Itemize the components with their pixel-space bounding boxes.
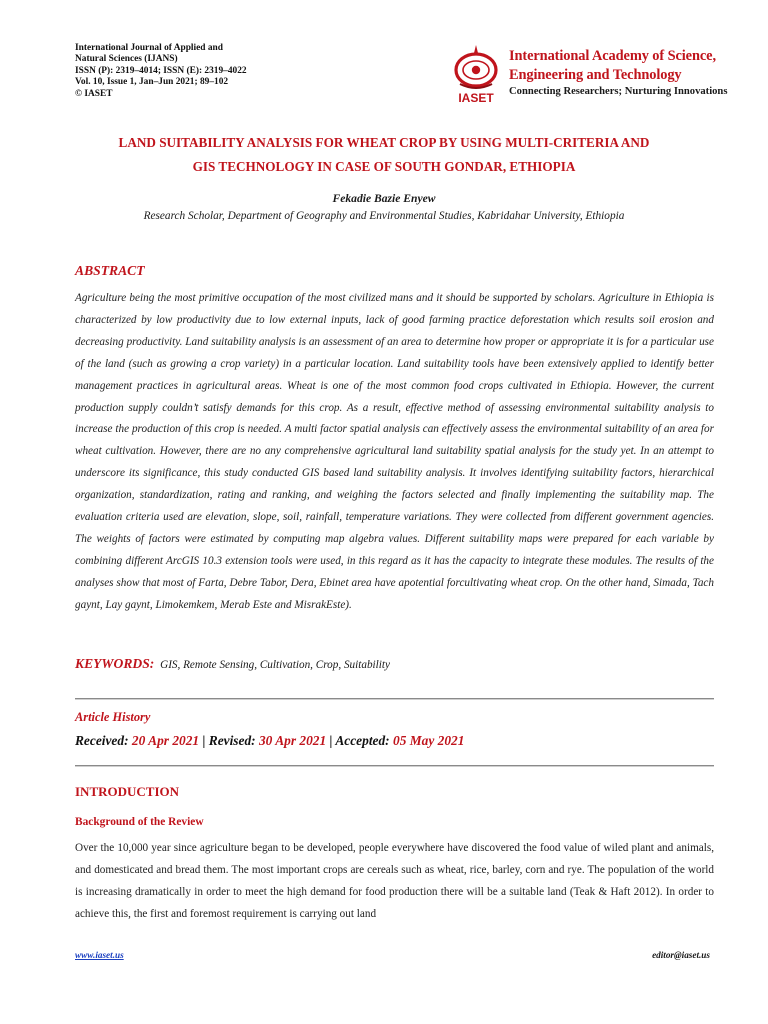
iaset-logo-icon	[452, 44, 508, 104]
journal-name-line-1: International Journal of Applied and	[75, 43, 223, 53]
abstract-heading: ABSTRACT	[75, 263, 145, 278]
keywords-text: GIS, Remote Sensing, Cultivation, Crop, Suitability	[160, 659, 390, 671]
received-date: 20 Apr 2021	[131, 733, 200, 748]
paper-title-line-2: GIS TECHNOLOGY IN CASE OF SOUTH GONDAR, ETHIOPIA	[192, 159, 576, 174]
history-separator: |	[199, 733, 209, 748]
keywords-label: KEYWORDS:	[75, 656, 155, 671]
accepted-date: 05 May 2021	[393, 733, 465, 748]
divider	[75, 698, 714, 700]
received-label: Received:	[75, 733, 129, 748]
footer-website-link[interactable]: www.iaset.us	[75, 950, 124, 960]
publisher-name-line-2: Engineering and Technology	[509, 67, 682, 83]
logo-wordmark: IASET	[458, 91, 494, 104]
journal-volume: Vol. 10, Issue 1, Jan–Jun 2021; 89–102	[75, 77, 229, 88]
history-separator: |	[326, 733, 336, 748]
divider	[75, 765, 714, 767]
revised-label: Revised:	[208, 733, 256, 748]
introduction-heading: INTRODUCTION	[75, 784, 180, 799]
journal-copyright: © IASET	[75, 88, 113, 99]
publisher-logo	[452, 44, 728, 106]
journal-issn: ISSN (P): 2319–4014; ISSN (E): 2319–4022	[75, 65, 247, 76]
author-affiliation: Research Scholar, Department of Geography and Environmental Studies, Kabridahar University, Ethiopia	[143, 210, 625, 222]
keywords	[75, 656, 390, 672]
background-subheading: Background of the Review	[75, 816, 204, 828]
revised-date: 30 Apr 2021	[258, 733, 327, 748]
abstract-body: Agriculture being the most primitive occupation of the most civilized mans and it should be supported by scholars. Agriculture in Ethiopia is characterized by low productivity due to low external inputs, lack of good farming practice deforestation which results soil erosion and decreasing productivity. Land suitability analysis is an assessment of an area to determine how proper or appropriate it is for a particular use of the land (such as growing a crop variety) in a particular location. Land suitability tools have been extensively applied to identify better management practices in agricultural areas. Wheat is one of the most common food crops cultivated in Ethiopia. However, the current production supply couldn’t satisfy demands for this crop. As a result, effective method of assessing environmental suitability analysis to increase the production of this crop is needed. A multi factor spatial analysis can effectively assess the environmental suitability of an area for wheat cultivation. However, there are no any comprehensive agricultural land suitability spatial analysis for the study yet. In an attempt to underscore its significance, this study conducted GIS based land suitability analysis. It involves identifying suitability factors, hierarchical organization, standardization, rating and ranking, and weighing the factors selected and finally implementing the suitability map. The evaluation criteria used are elevation, slope, soil, rainfall, temperature variations. They were collected from different government agencies. The weights of factors were estimated by computing map algebra values. Different suitability maps were prepared for each variable by combining different ArcGIS 10.3 extension tools were used, in this regard as it has the capacity to integrate these modules. The results of the analyses show that most of Farta, Debre Tabor, Dera, Ebinet area have apotential forcultivating wheat crop. On the other hand, Simada, Tach gaynt, Lay gaynt, Limokemkem, Merab Este and MisrakEste).	[75, 292, 714, 611]
paper-title-line-1: LAND SUITABILITY ANALYSIS FOR WHEAT CROP BY USING MULTI-CRITERIA AND	[118, 135, 650, 150]
author-name: Fekadie Bazie Enyew	[332, 192, 436, 205]
introduction-body: Over the 10,000 year since agriculture began to be developed, people everywhere have discovered the food value of wiled plant and animals, and domesticated and bread them. The most important crops are cereals such as wheat, rice, barley, corn and rye. The population of the world is increasing dramatically in order to meet the high demand for food production there will be a suitable land (Teak & Haft 2012). In order to achieve this, the first and foremost requirement is carrying out land	[75, 842, 714, 920]
journal-name-line-2: Natural Sciences (IJANS)	[75, 54, 178, 65]
journal-info	[75, 43, 305, 100]
publisher-name-line-1: International Academy of Science,	[509, 48, 716, 64]
footer-email: editor@iaset.us	[652, 950, 710, 960]
paper-title	[60, 131, 708, 179]
article-history-dates	[75, 733, 464, 749]
article-history-heading: Article History	[75, 710, 151, 724]
accepted-label: Accepted:	[335, 733, 390, 748]
publisher-tagline: Connecting Researchers; Nurturing Innovations	[509, 86, 728, 97]
